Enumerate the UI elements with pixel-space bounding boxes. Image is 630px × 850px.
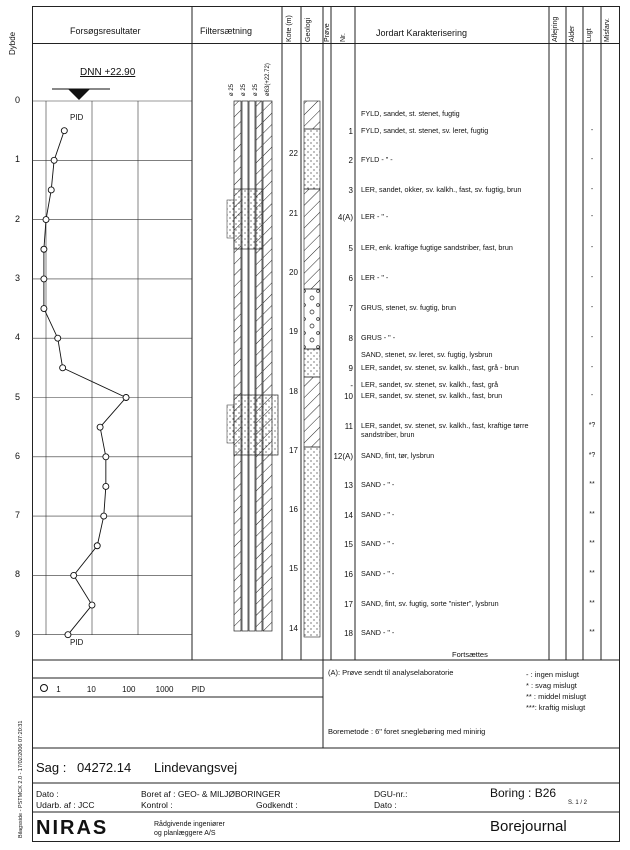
pid-point: [94, 543, 100, 549]
dgu-nr: DGU-nr.:: [374, 789, 408, 799]
layer-lugt: -: [590, 213, 594, 220]
header-lugt: Lugt: [586, 28, 593, 42]
header-forsog: Forsøgsresultater: [70, 26, 141, 36]
scale-row: [40, 684, 205, 694]
layer-lugt: -: [590, 274, 594, 281]
depth-tick: 8: [14, 569, 20, 580]
layer-nr: -: [350, 381, 353, 390]
pid-point: [55, 335, 61, 341]
layer-lugt: **: [589, 629, 595, 636]
kontrol: Kontrol :: [141, 800, 173, 810]
scale-label: PID: [191, 685, 206, 694]
layer-description: LER, enk. kraftige fugtige sandstriber, fast, brun: [361, 243, 513, 252]
note-a: (A): Prøve sendt til analyselaboratorie: [328, 668, 454, 677]
layer-description: SAND - " -: [361, 569, 395, 578]
pid-point: [123, 395, 129, 401]
header-jordart: Jordart Karakterisering: [376, 28, 468, 38]
dato2: Dato :: [374, 800, 397, 810]
layer-description: SAND, fint, sv. fugtig, sorte "nister", lysbrun: [361, 599, 499, 608]
scale-tick-1000: 1000: [155, 685, 174, 694]
layer-description: LER, sandet, okker, sv. kalkh., fast, sv. fugtig, brun: [361, 185, 522, 194]
layer-description: LER, sandet, sv. stenet, sv. kalkh., fast, grå: [361, 380, 499, 389]
elevation-tick: 18: [289, 386, 298, 396]
circle-icon: [40, 684, 48, 692]
fortsaettes: Fortsættes: [452, 650, 488, 659]
sag-label: Sag :: [36, 760, 67, 775]
layer-nr: 9: [348, 364, 353, 373]
elevation-tick: 21: [289, 208, 298, 218]
layer-description: LER - " -: [361, 273, 389, 282]
header-filter: Filtersætning: [200, 26, 253, 36]
layer-nr: 17: [344, 600, 353, 609]
pid-point: [60, 365, 66, 371]
elevation-tick: 16: [289, 505, 298, 515]
pid-point: [103, 454, 109, 460]
page-number: S. 1 / 2: [568, 800, 588, 806]
layer-nr: 11: [344, 422, 353, 431]
layer-lugt: **: [589, 511, 595, 518]
legend-2: ** : middel mislugt: [526, 692, 587, 701]
layer-lugt: -: [590, 156, 594, 163]
layer-nr: 4(A): [337, 213, 353, 222]
header-alder: Alder: [569, 25, 576, 42]
layer-description: FYLD - " -: [361, 155, 393, 164]
depth-tick: 3: [14, 272, 20, 283]
place: Lindevangsvej: [154, 760, 238, 775]
layer-description: FYLD, sandet, st. stenet, sv. leret, fugtig: [361, 126, 489, 135]
pid-profile-line: [44, 131, 126, 635]
layer-description: SAND - " -: [361, 480, 395, 489]
filter-label-4: ø63(+22.72): [265, 63, 271, 96]
layer-nr: 7: [348, 304, 353, 313]
pid-point: [51, 157, 57, 163]
layer-lugt: -: [590, 364, 594, 371]
depth-tick: 1: [14, 154, 20, 165]
layer-nr: 14: [344, 511, 353, 520]
layer-description: SAND, stenet, sv. leret, sv. fugtig, lysbrun: [361, 350, 493, 359]
layer-lugt: *?: [588, 452, 596, 459]
boret-af: Boret af : GEO- & MILJØBORINGER: [141, 789, 281, 799]
layer-description: SAND, fint, tør, lysbrun: [361, 451, 435, 460]
company-sub1: Rådgivende ingeniører: [154, 821, 225, 828]
layer-lugt: **: [589, 540, 595, 547]
filter-label-3: ø 25: [253, 83, 259, 96]
layer-nr: 16: [344, 570, 353, 579]
layer-lugt: **: [589, 600, 595, 607]
pid-point: [89, 602, 95, 608]
elevation-tick: 17: [289, 445, 298, 455]
pid-point: [48, 187, 54, 193]
layer-lugt: -: [590, 244, 594, 251]
scale-tick-100: 100: [122, 685, 136, 694]
depth-tick: 5: [14, 391, 20, 402]
godkendt: Godkendt :: [256, 800, 298, 810]
depth-tick: 2: [14, 213, 20, 224]
legend-1: * : svag mislugt: [526, 681, 577, 690]
pid-point: [103, 483, 109, 489]
dnn-label: DNN +22.90: [80, 67, 136, 78]
header-dybde: Dybde: [8, 31, 17, 55]
layer-description: SAND - " -: [361, 628, 395, 637]
layer-lugt: -: [590, 127, 594, 134]
layer-nr: 13: [344, 481, 353, 490]
layer-nr: 15: [344, 540, 353, 549]
layer-description: LER, sandet, sv. stenet, sv. kalkh., fast, grå - brun: [361, 363, 519, 372]
pid-point: [97, 424, 103, 430]
layer-lugt: **: [589, 481, 595, 488]
layer-lugt: -: [590, 186, 594, 193]
pid-point: [65, 632, 71, 638]
layer-description: SAND - " -: [361, 510, 395, 519]
layer-nr: 10: [344, 392, 353, 401]
boring: Boring : B26: [490, 786, 557, 800]
note-boremetode: Boremetode : 6" foret sneglebøring med minirig: [328, 727, 486, 736]
pid-point: [41, 276, 47, 282]
layer-nr: 18: [344, 629, 353, 638]
legend-0: - : ingen mislugt: [526, 670, 579, 679]
company-logo: NIRAS: [36, 817, 109, 839]
layer-lugt: -: [590, 304, 594, 311]
layer-nr: 6: [348, 274, 353, 283]
layer-description: GRUS - " -: [361, 333, 396, 342]
elevation-tick: 19: [289, 327, 298, 337]
doc-title: Borejournal: [490, 818, 567, 835]
layer-description: FYLD, sandet, st. stenet, fugtig: [361, 109, 460, 118]
layer-nr: 3: [348, 186, 353, 195]
scale-tick-1: 1: [56, 685, 61, 694]
header-nr: Nr.: [340, 33, 347, 42]
pid-point: [41, 246, 47, 252]
elevation-tick: 15: [289, 564, 298, 574]
dato-label: Dato :: [36, 789, 59, 799]
header-kote: Kote (m): [286, 15, 293, 42]
pid-label-top: PID: [70, 113, 84, 122]
layer-nr: 1: [348, 127, 353, 136]
layer-lugt: *?: [588, 422, 596, 429]
header-aflejring: Aflejring: [552, 16, 559, 42]
layer-description: LER, sandet, sv. stenet, sv. kalkh., fast, kraftige tørre sandstriber, brun: [361, 421, 529, 439]
header-misfarv: Misfarv.: [604, 18, 611, 42]
layer-lugt: -: [590, 392, 594, 399]
layer-lugt: **: [589, 570, 595, 577]
layer-nr: 12(A): [333, 452, 353, 461]
legend-3: ***: kraftig mislugt: [526, 703, 586, 712]
sag-number: 04272.14: [77, 760, 132, 775]
filter-label-2: ø 25: [241, 83, 247, 96]
udarb-af: Udarb. af : JCC: [36, 800, 95, 810]
layer-lugt: -: [590, 334, 594, 341]
depth-tick: 0: [14, 95, 20, 105]
pid-point: [43, 217, 49, 223]
pid-point: [101, 513, 107, 519]
layer-nr: 5: [348, 244, 353, 253]
layer-description: LER - " -: [361, 212, 389, 221]
elevation-tick: 22: [289, 149, 298, 159]
layer-description: LER, sandet, sv. stenet, sv. kalkh., fast, brun: [361, 391, 503, 400]
company-sub2: og planlæggere A/S: [154, 830, 216, 837]
depth-tick: 7: [14, 510, 20, 521]
header-prove: Prøve: [324, 23, 331, 42]
depth-tick: 9: [14, 628, 20, 639]
pid-point: [41, 306, 47, 312]
layer-description: SAND - " -: [361, 539, 395, 548]
pid-label-bottom: PID: [70, 638, 84, 647]
elevation-tick: 20: [289, 267, 298, 277]
header-geologi: Geologi: [305, 17, 312, 42]
pid-point: [71, 572, 77, 578]
elevation-tick: 14: [289, 623, 298, 633]
depth-tick: 4: [14, 332, 20, 343]
layer-nr: 8: [348, 334, 353, 343]
depth-tick: 6: [14, 450, 20, 461]
pid-point: [61, 128, 67, 134]
scale-tick-10: 10: [86, 685, 96, 694]
filter-label-1: ø 25: [229, 83, 235, 96]
side-text: Bilagsside - PSTMCK 2.0 - 17/02/2006 07:20:31: [18, 720, 24, 838]
layer-description: GRUS, stenet, sv. fugtig, brun: [361, 303, 456, 312]
layer-nr: 2: [348, 156, 353, 165]
